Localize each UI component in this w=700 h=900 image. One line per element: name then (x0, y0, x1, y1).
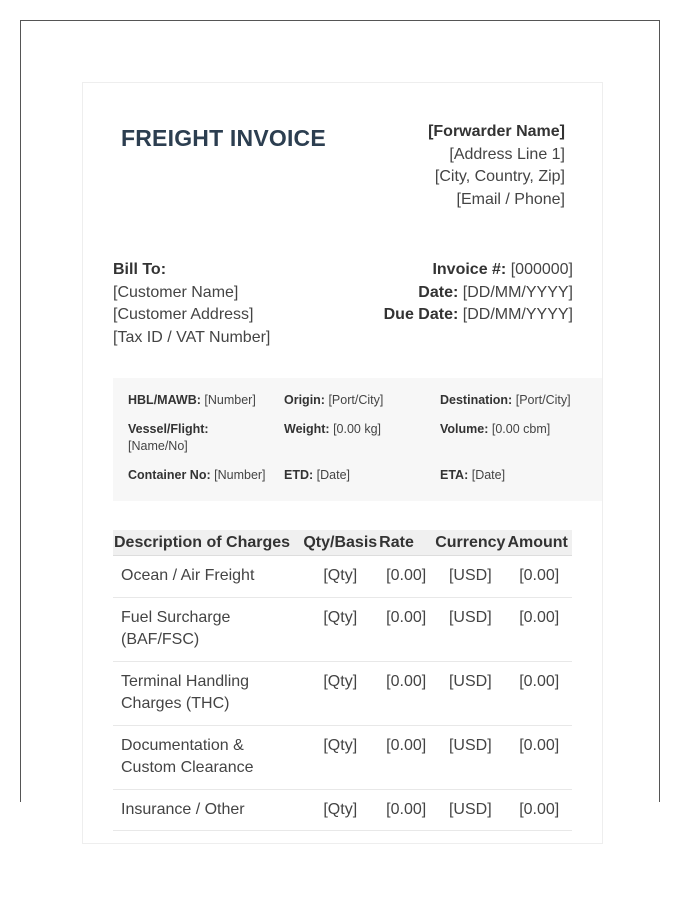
table-row (113, 789, 572, 831)
shipment-hbl (128, 392, 256, 409)
customer-address: [Customer Address] (113, 306, 254, 323)
forwarder-contact: [Email / Phone] (456, 190, 565, 208)
invoice-date-value: [DD/MM/YYYY] (462, 283, 573, 301)
shipment-weight-value: [0.00 kg] (333, 422, 382, 436)
charge-description: Documentation & Custom Clearance (113, 725, 302, 789)
invoice-meta-block (384, 259, 573, 327)
invoice-due-date (384, 304, 573, 327)
invoice-due-date-value: [DD/MM/YYYY] (462, 306, 573, 323)
shipment-details-box (113, 378, 602, 501)
charge-currency: [USD] (434, 597, 506, 661)
charge-currency: [USD] (434, 725, 506, 789)
charge-description: Terminal Handling Charges (THC) (113, 661, 302, 725)
customer-tax-id: [Tax ID / VAT Number] (113, 328, 271, 346)
shipment-weight-label: Weight: (284, 422, 330, 436)
shipment-eta-label: ETA: (440, 468, 469, 482)
charge-rate: [0.00] (378, 789, 434, 831)
charge-amount: [0.00] (506, 661, 572, 725)
invoice-title: FREIGHT INVOICE (121, 125, 326, 151)
invoice-date (384, 282, 573, 305)
shipment-destination (440, 392, 571, 409)
shipment-vessel-label: Vessel/Flight: (128, 422, 209, 436)
charge-currency: [USD] (434, 789, 506, 831)
forwarder-name: [Forwarder Name] (428, 123, 565, 140)
shipment-eta-value: [Date] (471, 468, 506, 482)
invoice-due-date-label: Due Date: (383, 306, 459, 323)
bill-to-label: Bill To: (113, 261, 167, 278)
shipment-vessel-value: [Name/No] (128, 439, 188, 453)
charge-qty: [Qty] (302, 789, 378, 831)
shipment-origin-label: Origin: (284, 393, 325, 407)
charge-amount: [0.00] (506, 789, 572, 831)
shipment-destination-value: [Port/City] (515, 393, 571, 407)
shipment-volume (440, 421, 550, 438)
shipment-etd-value: [Date] (316, 468, 351, 482)
shipment-origin (284, 392, 383, 409)
shipment-volume-label: Volume: (440, 422, 489, 436)
charge-description: Insurance / Other (113, 789, 302, 831)
table-row (113, 556, 572, 598)
shipment-etd-label: ETD: (284, 468, 314, 482)
invoice-date-label: Date: (418, 283, 459, 301)
invoice-sheet (82, 82, 603, 844)
charge-amount: [0.00] (506, 597, 572, 661)
charges-header-row (113, 530, 572, 556)
charges-table (113, 530, 572, 831)
charge-rate: [0.00] (378, 597, 434, 661)
column-header-description: Description of Charges (113, 530, 302, 556)
shipment-container-value: [Number] (214, 468, 266, 482)
table-row (113, 597, 572, 661)
charge-description: Fuel Surcharge (BAF/FSC) (113, 597, 302, 661)
charge-qty: [Qty] (302, 725, 378, 789)
column-header-rate: Rate (378, 530, 434, 556)
bill-to-block (113, 259, 270, 349)
shipment-volume-value: [0.00 cbm] (491, 422, 551, 436)
shipment-weight (284, 421, 381, 438)
customer-name: [Customer Name] (113, 283, 239, 301)
column-header-currency: Currency (434, 530, 506, 556)
forwarder-city: [City, Country, Zip] (434, 168, 565, 185)
charge-rate: [0.00] (378, 661, 434, 725)
charge-qty: [Qty] (302, 661, 378, 725)
charge-qty: [Qty] (302, 597, 378, 661)
charge-amount: [0.00] (506, 725, 572, 789)
charge-description: Ocean / Air Freight (113, 556, 302, 598)
charge-currency: [USD] (434, 661, 506, 725)
shipment-container (128, 467, 266, 484)
shipment-destination-label: Destination: (440, 393, 513, 407)
table-row (113, 725, 572, 789)
table-row (113, 661, 572, 725)
shipment-hbl-label: HBL/MAWB: (128, 393, 201, 407)
charge-amount: [0.00] (506, 556, 572, 598)
invoice-number (384, 259, 573, 282)
shipment-hbl-value: [Number] (204, 393, 256, 407)
forwarder-address: [Address Line 1] (449, 145, 565, 163)
shipment-container-label: Container No: (128, 468, 211, 482)
shipment-etd (284, 467, 350, 484)
charge-qty: [Qty] (302, 556, 378, 598)
invoice-number-label: Invoice #: (432, 261, 507, 278)
charge-rate: [0.00] (378, 725, 434, 789)
forwarder-block (428, 121, 565, 211)
shipment-eta (440, 467, 505, 484)
column-header-qty: Qty/Basis (302, 530, 378, 556)
shipment-vessel (128, 421, 278, 455)
document-frame (20, 20, 660, 818)
column-header-amount: Amount (506, 530, 572, 556)
charge-currency: [USD] (434, 556, 506, 598)
charge-rate: [0.00] (378, 556, 434, 598)
invoice-number-value: [000000] (510, 261, 573, 278)
shipment-origin-value: [Port/City] (328, 393, 384, 407)
